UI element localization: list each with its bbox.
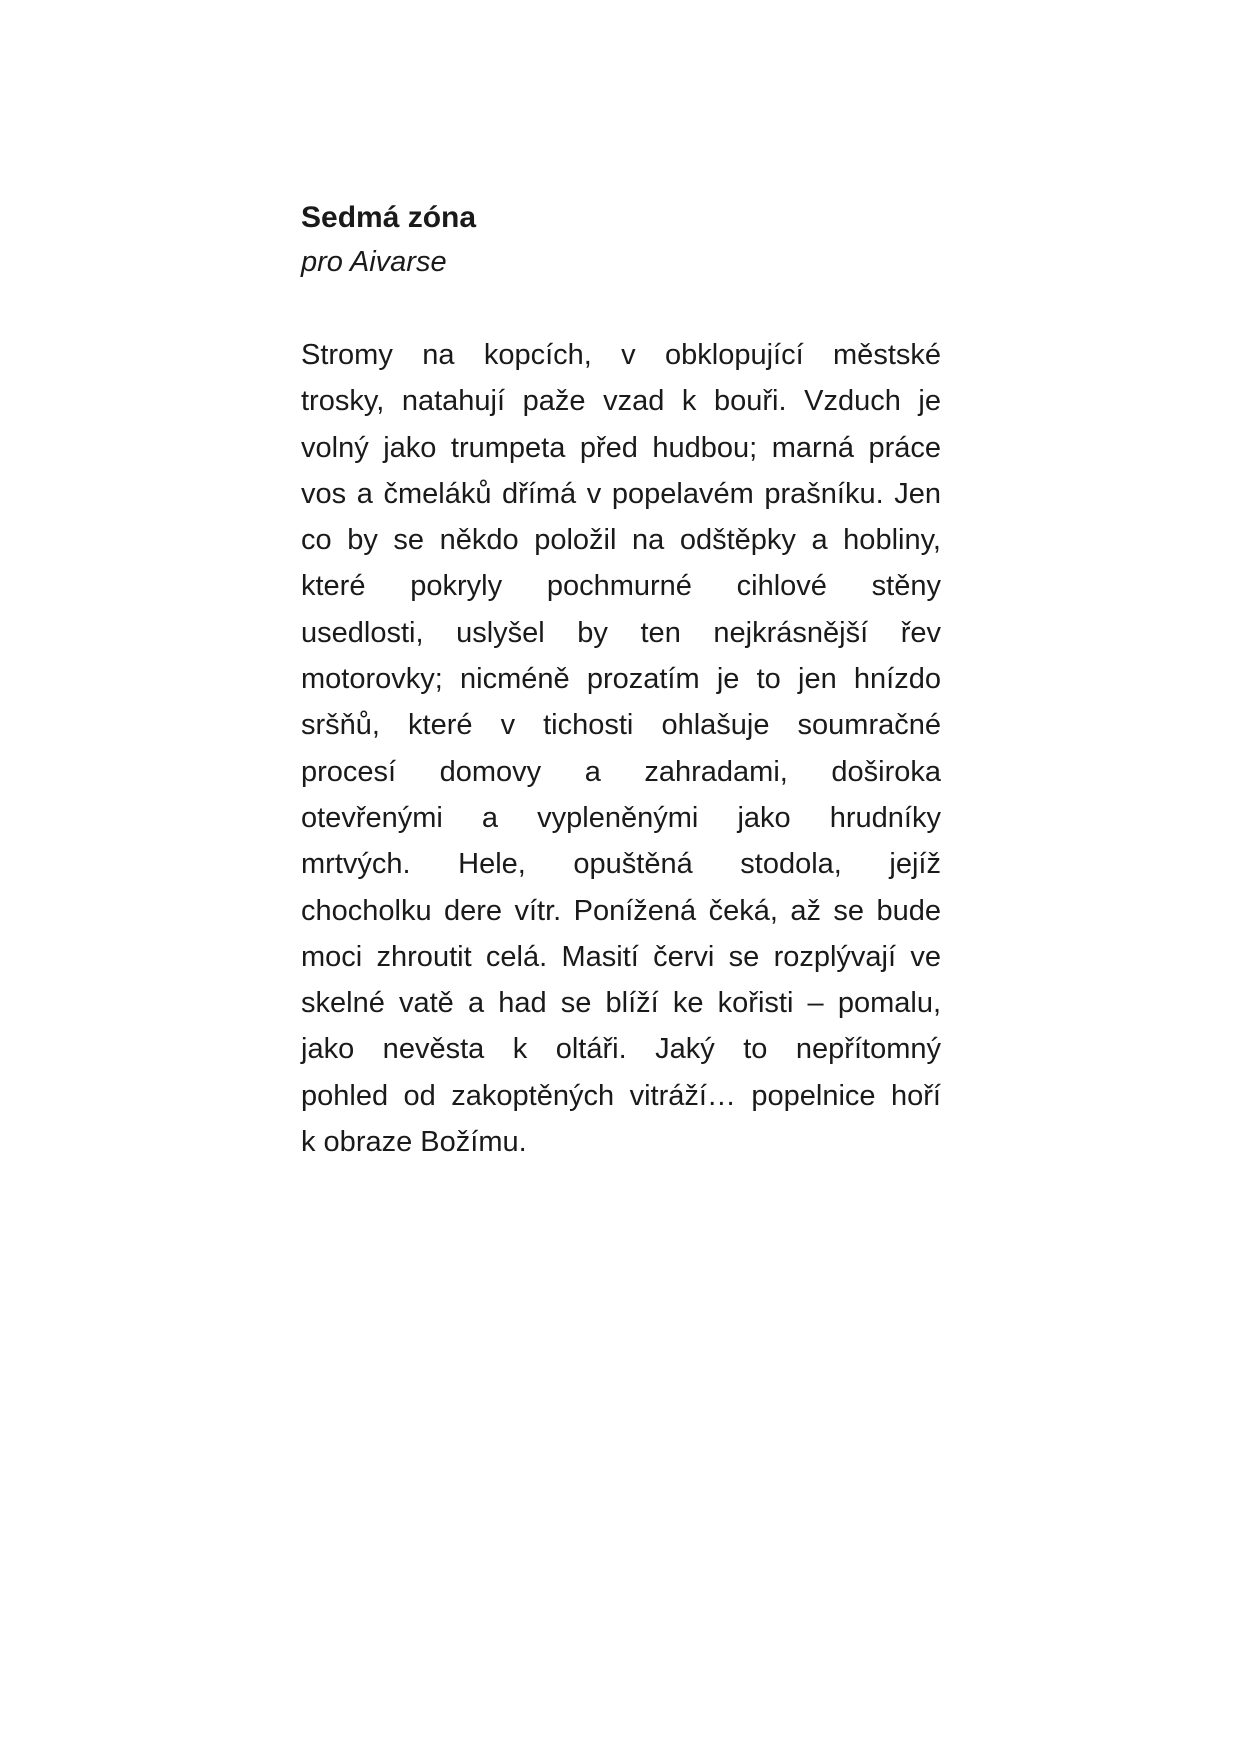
text-line: moci zhroutit celá. Masití červi se rozplývají ve xyxy=(301,940,941,973)
text-line: co by se někdo položil na odštěpky a hobliny, xyxy=(301,524,941,557)
dedication: pro Aivarse xyxy=(301,246,447,278)
text-line: otevřenými a vypleněnými jako hrudníky xyxy=(301,801,941,834)
text-line: procesí domovy a zahradami, doširoka xyxy=(301,755,941,788)
text-line: které pokryly pochmurné cihlové stěny xyxy=(301,570,941,603)
text-line: mrtvých. Hele, opuštěná stodola, jejíž xyxy=(301,848,941,881)
text-line: skelné vatě a had se blíží ke kořisti – pomalu, xyxy=(301,987,941,1020)
text-line: usedlosti, uslyšel by ten nejkrásnější řev xyxy=(301,616,941,649)
text-line: motorovky; nicméně prozatím je to jen hnízdo xyxy=(301,663,941,696)
text-line: sršňů, které v tichosti ohlašuje soumračné xyxy=(301,709,941,742)
document-page xyxy=(301,196,941,1165)
text-line: volný jako trumpeta před hudbou; marná práce xyxy=(301,431,941,464)
prose-paragraph xyxy=(301,332,941,1165)
text-line: pohled od zakoptěných vitráží… popelnice hoří xyxy=(301,1079,941,1112)
text-line: Stromy na kopcích, v obklopující městské xyxy=(301,339,941,371)
poem-title: Sedmá zóna xyxy=(301,201,477,234)
text-line: jako nevěsta k oltáři. Jaký to nepřítomný xyxy=(301,1033,941,1066)
text-line: k obraze Božímu. xyxy=(301,1126,527,1159)
text-line: vos a čmeláků dřímá v popelavém prašníku. Jen xyxy=(301,477,941,510)
text-line: trosky, natahují paže vzad k bouři. Vzduch je xyxy=(301,385,941,418)
text-line: chocholku dere vítr. Ponížená čeká, až se bude xyxy=(301,894,941,927)
